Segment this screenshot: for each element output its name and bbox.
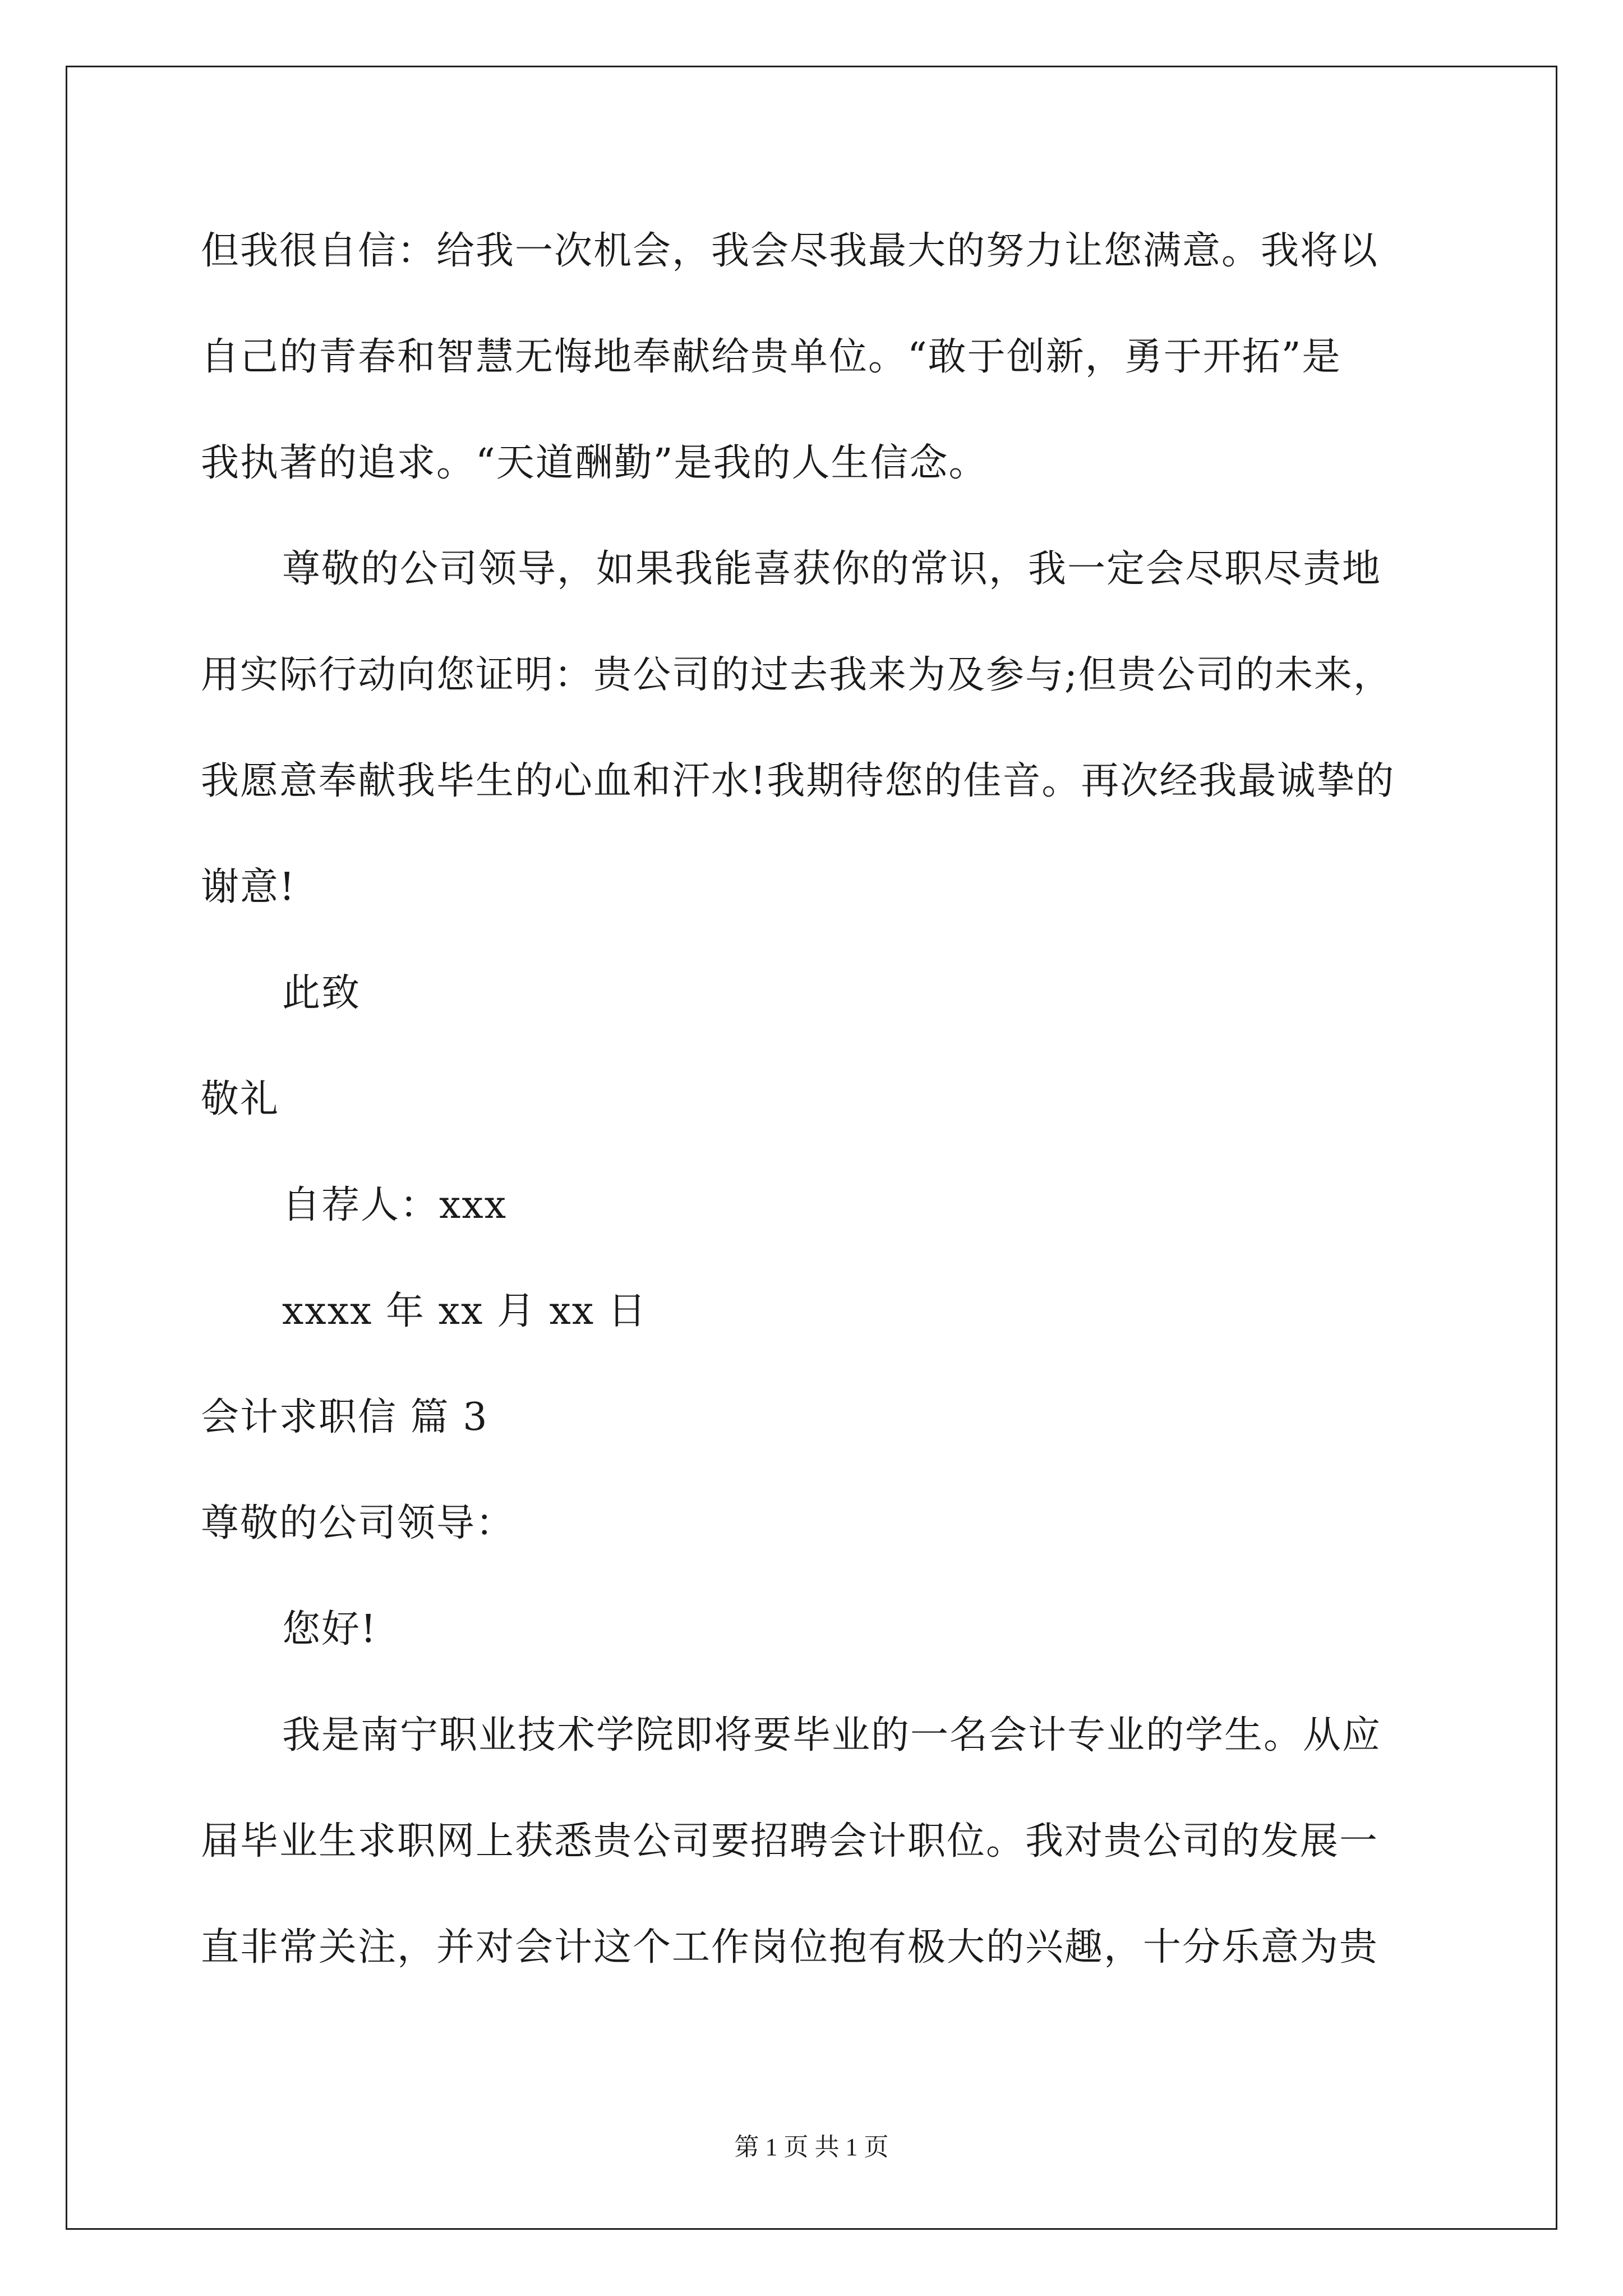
body-line: 自己的青春和智慧无悔地奉献给贵单位。“敢于创新，勇于开拓”是 bbox=[201, 335, 1341, 379]
body-line: 谢意! bbox=[201, 865, 296, 909]
section-heading: 会计求职信 篇 3 bbox=[201, 1395, 488, 1439]
letter-hello: 您好! bbox=[282, 1607, 377, 1651]
date-line: xxxx 年 xx 月 xx 日 bbox=[282, 1289, 647, 1333]
page-footer: 第 1 页 共 1 页 bbox=[734, 2133, 889, 2161]
body-line: 届毕业生求职网上获悉贵公司要招聘会计职位。我对贵公司的发展一 bbox=[201, 1819, 1379, 1864]
letter-greeting: 尊敬的公司领导： bbox=[201, 1501, 515, 1545]
closing-salutation: 此致 bbox=[282, 971, 361, 1015]
page-border bbox=[66, 66, 1557, 2230]
body-line: 我愿意奉献我毕生的心血和汗水!我期待您的佳音。再次经我最诚挚的 bbox=[201, 759, 1395, 803]
closing-respect: 敬礼 bbox=[201, 1077, 280, 1121]
body-line: 用实际行动向您证明：贵公司的过去我来为及参与;但贵公司的未来， bbox=[201, 653, 1393, 697]
body-line: 但我很自信：给我一次机会，我会尽我最大的努力让您满意。我将以 bbox=[201, 229, 1379, 273]
body-line: 我执著的追求。“天道酬勤”是我的人生信念。 bbox=[201, 441, 988, 485]
paragraph-first-line: 尊敬的公司领导，如果我能喜获你的常识，我一定会尽职尽责地 bbox=[282, 547, 1382, 591]
signature-line: 自荐人：xxx bbox=[282, 1183, 508, 1227]
body-line: 直非常关注，并对会计这个工作岗位抱有极大的兴趣，十分乐意为贵 bbox=[201, 1925, 1379, 1970]
paragraph-first-line: 我是南宁职业技术学院即将要毕业的一名会计专业的学生。从应 bbox=[282, 1713, 1382, 1757]
